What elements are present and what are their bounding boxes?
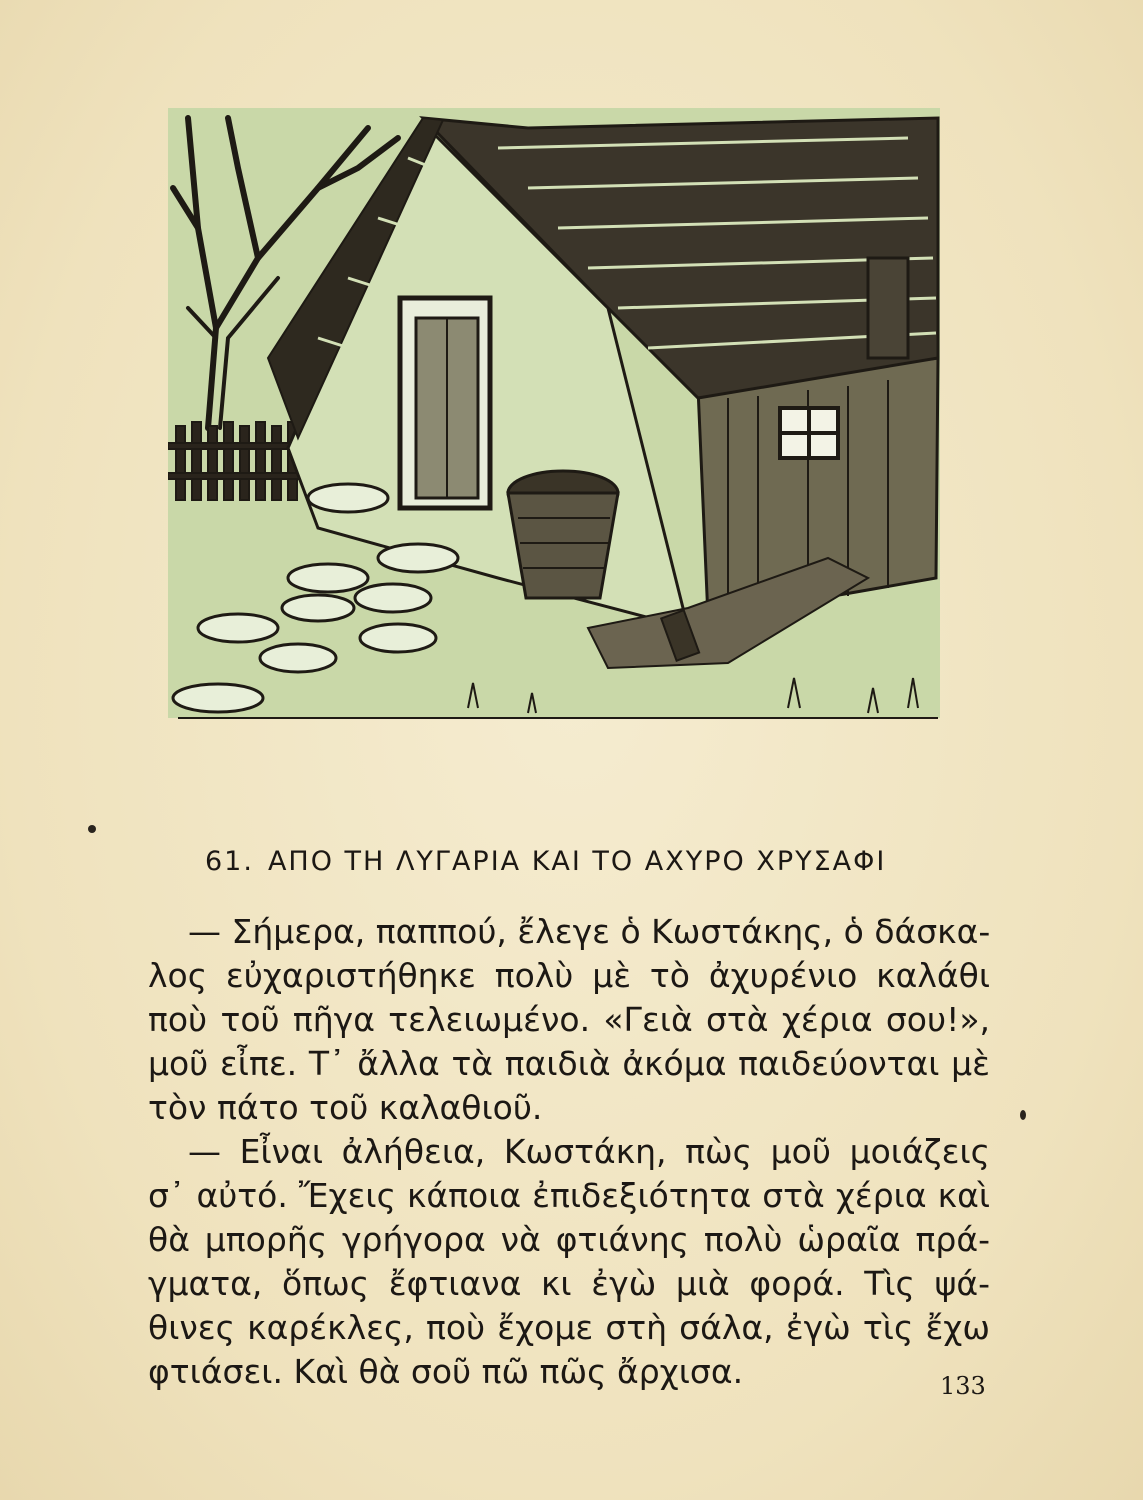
cottage-illustration (168, 108, 940, 728)
text-line: ποὺ τοῦ πῆγα τελειωμένο. «Γειὰ στὰ χέρια σου!», (148, 1000, 990, 1039)
paper-speck (1020, 1110, 1026, 1120)
cottage-drawing (168, 108, 940, 728)
text-line: μοῦ εἶπε. Τ᾽ ἄλλα τὰ παιδιὰ ἀκόμα παιδεύονται μὲ (148, 1044, 990, 1083)
text-line: γματα, ὅπως ἔφτιανα κι ἐγὼ μιὰ φορά. Τὶς ψά- (148, 1264, 990, 1303)
chapter-number: 61. (205, 846, 254, 877)
basket-drawing (508, 471, 618, 598)
text-line: θὰ μπορῆς γρήγορα νὰ φτιάνης πολὺ ὡραῖα πρά- (148, 1220, 990, 1259)
paper-speck (88, 825, 96, 833)
text-line: — Εἶναι ἀλήθεια, Κωστάκη, πὼς μοῦ μοιάζεις (188, 1132, 990, 1171)
door-drawing (400, 298, 490, 508)
body-text (148, 910, 990, 1394)
chimney-drawing (868, 258, 908, 358)
text-line: φτιάσει. Καὶ θὰ σοῦ πῶ πῶς ἄρχισα. (148, 1352, 744, 1391)
text-line: — Σήμερα, παππού, ἔλεγε ὁ Κωστάκης, ὁ δάσκα- (188, 912, 991, 951)
chapter-title: ΑΠΟ ΤΗ ΛΥΓΑΡΙΑ ΚΑΙ ΤΟ ΑΧΥΡΟ ΧΡΥΣΑΦΙ (267, 846, 887, 877)
text-line: τὸν πάτο τοῦ καλαθιοῦ. (148, 1088, 543, 1127)
chapter-heading (205, 846, 965, 877)
page-number: 133 (940, 1372, 986, 1400)
text-line: σ᾽ αὐτό. Ἔχεις κάποια ἐπιδεξιότητα στὰ χέρια καὶ (148, 1176, 990, 1215)
text-line: λος εὐχαριστήθηκε πολὺ μὲ τὸ ἀχυρένιο καλάθι (148, 956, 990, 995)
window-drawing (780, 408, 838, 458)
text-line: θινες καρέκλες, ποὺ ἔχομε στὴ σάλα, ἐγὼ τὶς ἔχω (148, 1308, 990, 1347)
